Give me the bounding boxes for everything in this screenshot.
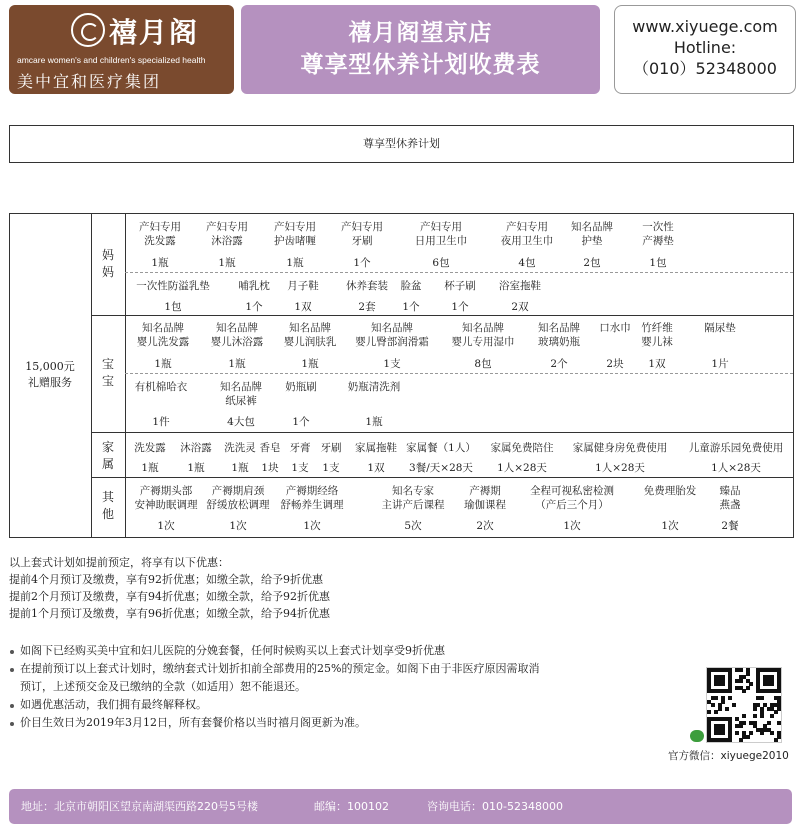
item-quantity: 1人×28天 — [497, 462, 547, 474]
item-quantity: 1个 — [245, 301, 263, 313]
item-name: 产褥期经络 舒畅养生调理 — [280, 485, 344, 511]
wechat-qr-code — [706, 667, 782, 743]
item-quantity: 2餐 — [721, 520, 739, 532]
item-name: 家属拖鞋 — [355, 442, 397, 454]
item-quantity: 1瓶 — [231, 462, 249, 474]
item-quantity: 1双 — [648, 358, 666, 370]
item-name: 月子鞋 — [287, 280, 319, 292]
item-name: 竹纤维 婴儿袜 — [641, 322, 673, 348]
item-name: 隔尿垫 — [704, 322, 736, 334]
item-quantity: 1双 — [294, 301, 312, 313]
item-quantity: 1支 — [322, 462, 340, 474]
item-name: 沐浴露 — [180, 442, 212, 454]
item-quantity: 4包 — [518, 257, 536, 269]
item-quantity: 2包 — [583, 257, 601, 269]
item-quantity: 1次 — [563, 520, 581, 532]
plan-title: 尊享型休养计划 — [9, 125, 794, 163]
gift-text: 礼赠服务 — [28, 376, 72, 389]
item-name: 家属免费陪住 — [490, 442, 554, 454]
item-quantity: 5次 — [404, 520, 422, 532]
item-name: 产褥期肩颈 舒缓放松调理 — [206, 485, 270, 511]
item-quantity: 1块 — [261, 462, 279, 474]
item-name: 产褥期 瑜伽课程 — [464, 485, 506, 511]
item-name: 洗发露 — [134, 442, 166, 454]
logo-mark-icon — [71, 13, 105, 47]
item-quantity: 2双 — [511, 301, 529, 313]
gift-service-label — [10, 359, 90, 391]
item-quantity: 2块 — [606, 358, 624, 370]
item-name: 知名专家 主讲产后课程 — [381, 485, 445, 511]
item-quantity: 1瓶 — [301, 358, 319, 370]
item-name: 杯子刷 — [444, 280, 476, 292]
brand-logo — [9, 5, 234, 94]
website-link[interactable]: www.xiyuege.com — [632, 17, 778, 36]
item-name: 洗洗灵 — [224, 442, 256, 454]
brand-name: 禧月阁 — [109, 16, 200, 49]
item-name: 全程可视私密检测 （产后三个月） — [530, 485, 614, 511]
item-quantity: 1瓶 — [286, 257, 304, 269]
item-name: 臻品 燕盏 — [719, 485, 741, 511]
item-name: 脸盆 — [400, 280, 422, 292]
item-quantity: 2个 — [550, 358, 568, 370]
footer-postcode: 邮编：100102 — [314, 800, 389, 813]
item-name: 有机棉哈衣 — [134, 381, 188, 393]
discount-line: 提前4个月预订及缴费，享有92折优惠；如缴全款，给予9折优惠 — [9, 573, 323, 586]
item-name: 奶瓶刷 — [285, 381, 317, 393]
note-item: 在提前预订以上套式计划时，缴纳套式计划折扣前全部费用的25%的预定金。如阁下由于非医疗原因需取消 — [20, 662, 540, 675]
category-baby: 宝 宝 — [101, 357, 114, 388]
item-name: 免费理胎发 — [643, 485, 697, 497]
item-name: 产妇专用 洗发露 — [139, 221, 181, 247]
page-title — [241, 5, 600, 94]
item-quantity: 8包 — [474, 358, 492, 370]
brand-group: 美中宜和医疗集团 — [17, 72, 162, 91]
item-name: 知名品牌 护垫 — [571, 221, 613, 247]
wechat-account: 官方微信：xiyuege2010 — [668, 750, 789, 762]
item-quantity: 1双 — [367, 462, 385, 474]
note-item: 如遇优惠活动，我们拥有最终解释权。 — [20, 698, 207, 711]
item-quantity: 1支 — [383, 358, 401, 370]
fee-table — [9, 213, 794, 538]
item-name: 知名品牌 婴儿洗发露 — [136, 322, 190, 348]
item-quantity: 1个 — [451, 301, 469, 313]
item-name: 儿童游乐园免费使用 — [688, 442, 784, 454]
discount-intro: 以上套式计划如提前预定，将享有以下优惠： — [9, 556, 229, 569]
item-quantity: 1包 — [164, 301, 182, 313]
item-quantity: 1瓶 — [141, 462, 159, 474]
item-quantity: 1片 — [711, 358, 729, 370]
item-quantity: 1个 — [353, 257, 371, 269]
item-quantity: 1瓶 — [365, 416, 383, 428]
wechat-icon — [690, 730, 704, 742]
item-name: 浴室拖鞋 — [499, 280, 541, 292]
item-quantity: 1瓶 — [218, 257, 236, 269]
item-name: 知名品牌 纸尿裤 — [220, 381, 262, 407]
item-name: 牙刷 — [320, 442, 342, 454]
item-name: 哺乳枕 — [238, 280, 270, 292]
footer-bar — [9, 789, 792, 824]
title-line-1: 禧月阁望京店 — [348, 20, 493, 46]
brand-english: amcare women's and children's specialized health — [17, 55, 206, 65]
item-name: 知名品牌 婴儿臀部润滑霜 — [355, 322, 429, 348]
item-quantity: 1个 — [402, 301, 420, 313]
discount-line: 提前1个月预订及缴费，享有96折优惠；如缴全款，给予94折优惠 — [9, 607, 330, 620]
item-quantity: 1瓶 — [154, 358, 172, 370]
category-family: 家 属 — [101, 440, 114, 471]
item-quantity: 1个 — [292, 416, 310, 428]
item-name: 奶瓶清洗剂 — [347, 381, 401, 393]
hotline-label: Hotline: — [673, 38, 737, 57]
item-quantity: 1件 — [152, 416, 170, 428]
note-item: 如阁下已经购买美中宜和妇儿医院的分娩套餐，任何时候购买以上套式计划享受9折优惠 — [20, 644, 445, 657]
item-quantity: 1次 — [661, 520, 679, 532]
item-name: 产妇专用 牙刷 — [341, 221, 383, 247]
item-quantity: 1瓶 — [228, 358, 246, 370]
item-name: 知名品牌 婴儿专用湿巾 — [451, 322, 515, 348]
hotline-number: （010）52348000 — [633, 59, 777, 78]
category-other: 其 他 — [101, 490, 114, 521]
category-mama: 妈 妈 — [101, 248, 114, 279]
item-name: 家属健身房免费使用 — [572, 442, 668, 454]
item-quantity: 1包 — [649, 257, 667, 269]
item-quantity: 1次 — [157, 520, 175, 532]
item-quantity: 3餐/天×28天 — [409, 462, 473, 474]
footer-phone: 咨询电话：010-52348000 — [427, 800, 563, 813]
item-name: 产妇专用 日用卫生巾 — [414, 221, 468, 247]
item-name: 知名品牌 玻璃奶瓶 — [538, 322, 580, 348]
item-name: 家属餐（1人） — [406, 442, 476, 454]
item-quantity: 1次 — [303, 520, 321, 532]
item-quantity: 1次 — [229, 520, 247, 532]
item-name: 知名品牌 婴儿润肤乳 — [283, 322, 337, 348]
item-name: 一次性防溢乳垫 — [136, 280, 210, 292]
item-name: 知名品牌 婴儿沐浴露 — [210, 322, 264, 348]
item-quantity: 1瓶 — [151, 257, 169, 269]
note-item: 价目生效日为2019年3月12日，所有套餐价格以当时禧月阁更新为准。 — [20, 716, 366, 729]
item-quantity: 1人×28天 — [595, 462, 645, 474]
item-quantity: 4大包 — [227, 416, 255, 428]
item-name: 产妇专用 护齿啫喱 — [274, 221, 316, 247]
item-quantity: 1支 — [291, 462, 309, 474]
item-name: 产妇专用 沐浴露 — [206, 221, 248, 247]
item-quantity: 2套 — [358, 301, 376, 313]
footer-address: 地址：北京市朝阳区望京南湖渠西路220号5号楼 — [21, 800, 258, 813]
item-name: 一次性 产褥垫 — [642, 221, 674, 247]
item-quantity: 2次 — [476, 520, 494, 532]
note-item: 预订，上述预交金及已缴纳的全款（如适用）恕不能退还。 — [20, 680, 306, 693]
item-name: 口水巾 — [599, 322, 631, 334]
item-name: 牙膏 — [289, 442, 311, 454]
discount-line: 提前2个月预订及缴费，享有94折优惠；如缴全款，给予92折优惠 — [9, 590, 330, 603]
contact-box — [614, 5, 796, 94]
item-name: 产妇专用 夜用卫生巾 — [500, 221, 554, 247]
item-quantity: 1人×28天 — [711, 462, 761, 474]
gift-amount: 15,000元 — [25, 360, 75, 373]
title-line-2: 尊享型休养计划收费表 — [300, 52, 541, 78]
item-quantity: 6包 — [432, 257, 450, 269]
item-name: 产褥期头部 安神助眠调理 — [134, 485, 198, 511]
item-name: 休养套装 — [346, 280, 388, 292]
item-quantity: 1瓶 — [187, 462, 205, 474]
item-name: 香皂 — [259, 442, 281, 454]
